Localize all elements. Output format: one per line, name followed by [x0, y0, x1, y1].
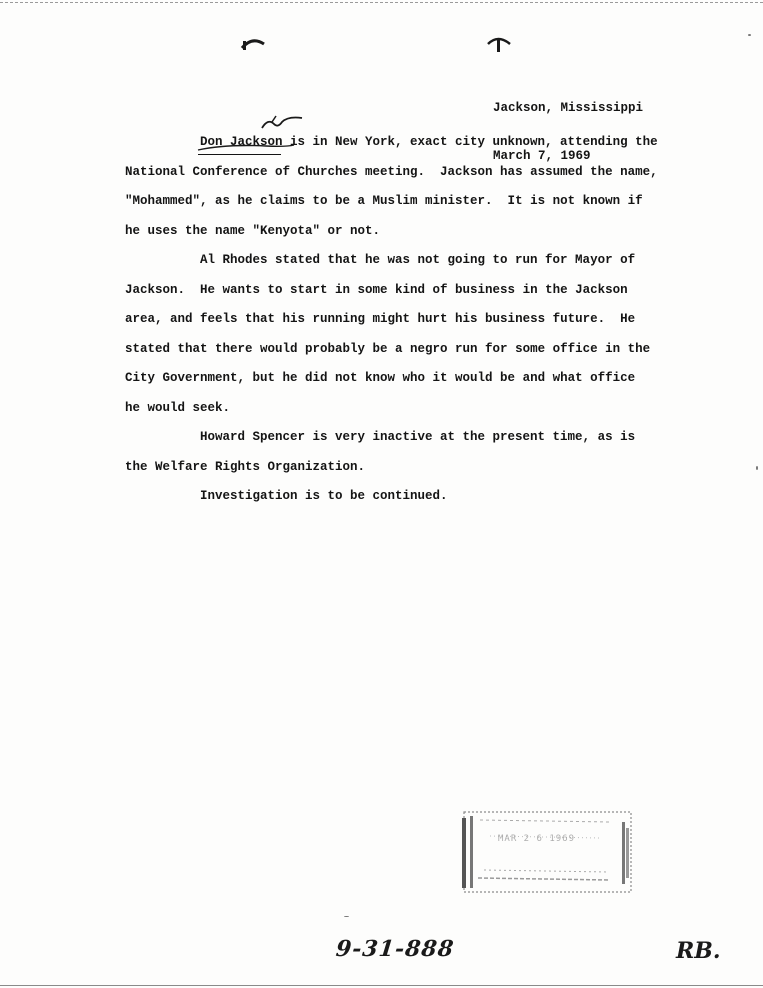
paragraph-1-line-4: he uses the name "Kenyota" or not.: [125, 223, 381, 238]
paragraph-2-line-4: stated that there would probably be a negro run for some office in the: [125, 341, 651, 356]
page-top-edge: [0, 2, 763, 3]
paragraph-3-line-1: Howard Spencer is very inactive at the present time, as is: [200, 430, 636, 444]
paragraph-2-line-3: area, and feels that his running might hurt his business future. He: [125, 312, 636, 326]
paragraph-3-line-2: the Welfare Rights Organization.: [125, 459, 366, 474]
hole-punch-mark-left: [240, 34, 266, 52]
paragraph-1-line-3: "Mohammed", as he claims to be a Muslim minister. It is not known if: [125, 194, 643, 208]
paragraph-1-line-1-text: is in New York, exact city unknown, attending the: [282, 135, 658, 149]
paragraph-1-line-1: [125, 128, 665, 158]
paragraph-2-line-1: Al Rhodes stated that he was not going to run for Mayor of: [200, 253, 636, 267]
stamp-date: MAR 2 6 1969: [498, 834, 576, 844]
speck: [748, 34, 751, 36]
underlined-name: Don Jackson: [200, 128, 283, 158]
memo-body: [125, 128, 665, 512]
hole-punch-mark-right: [486, 34, 512, 52]
paragraph-2-line-6: he would seek.: [125, 400, 231, 415]
speck: [344, 916, 349, 917]
handwritten-file-number: 9-31-888: [334, 936, 456, 962]
dateline-date: March 7, 1969: [493, 149, 591, 163]
handwritten-initials: RB.: [676, 938, 721, 964]
paragraph-2-line-5: City Government, but he did not know who it would be and what office: [125, 371, 636, 385]
dateline-place: Jackson, Mississippi: [493, 101, 644, 115]
speck: [756, 466, 758, 470]
paragraph-2-line-2: Jackson. He wants to start in some kind of business in the Jackson: [125, 282, 628, 297]
page-bottom-edge: [0, 985, 763, 986]
paragraph-1-line-2: National Conference of Churches meeting. Jackson has assumed the name,: [125, 164, 658, 179]
paragraph-4-line-1: Investigation is to be continued.: [200, 489, 448, 503]
filing-stamp: [460, 808, 635, 896]
